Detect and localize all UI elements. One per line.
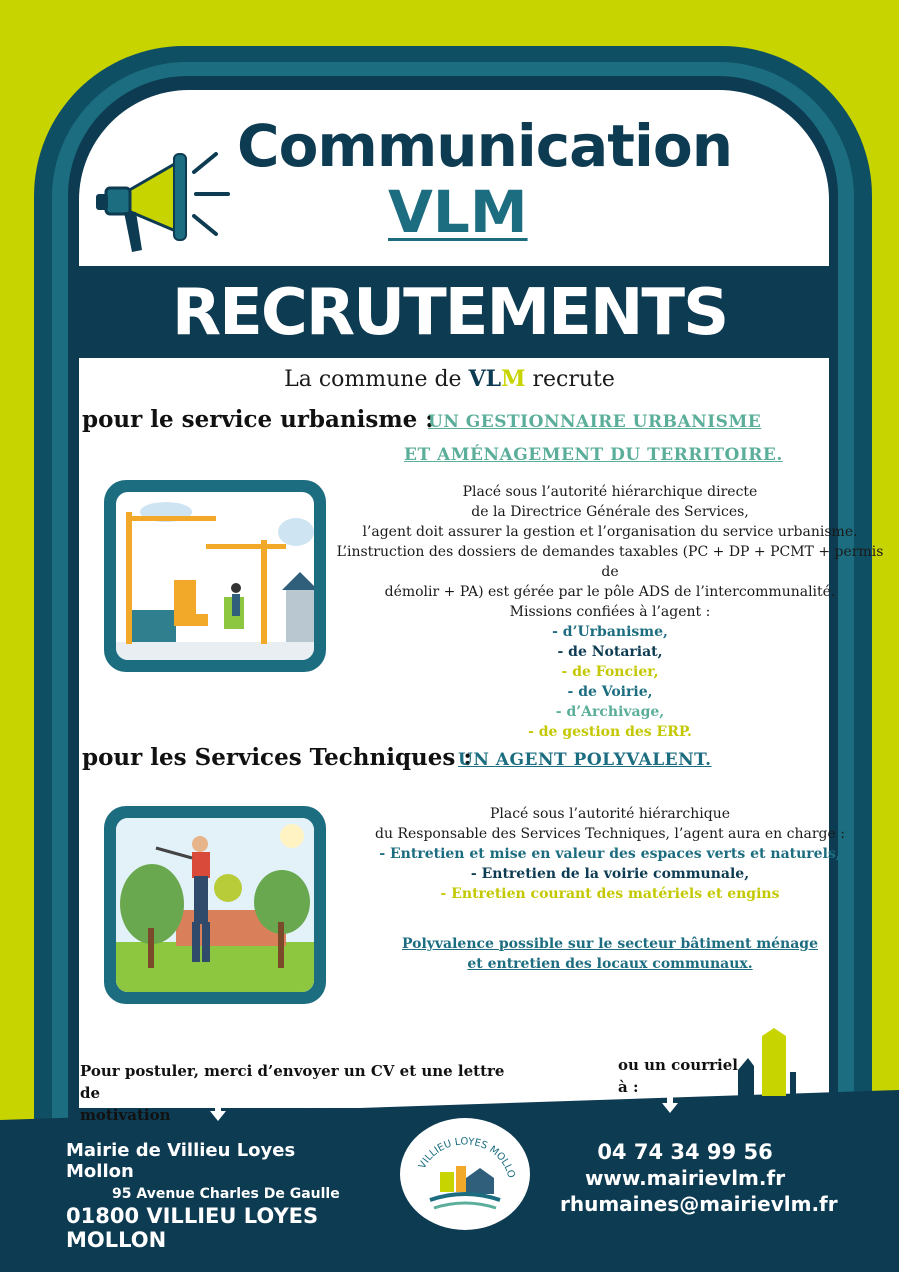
apply-line: ou un courriel <box>618 1056 738 1074</box>
address-block <box>66 1140 366 1252</box>
urbanisme-desc-line: l’agent doit assurer la gestion et l’organisation du service urbanisme. <box>362 524 858 540</box>
urbanisme-heading: pour le service urbanisme : <box>82 406 434 433</box>
email-instructions <box>618 1054 748 1098</box>
polyvalence-note <box>330 934 890 974</box>
techniques-image-frame <box>104 806 326 1004</box>
mission-item: - de gestion des ERP. <box>528 724 692 740</box>
task-item: - Entretien courant des matériels et engins <box>440 886 780 902</box>
techniques-heading: pour les Services Techniques : <box>82 744 472 771</box>
intro-vl: VL <box>468 366 502 392</box>
techniques-job: UN AGENT POLYVALENT. <box>458 750 712 770</box>
urbanisme-job-line2: ET AMÉNAGEMENT DU TERRITOIRE. <box>404 445 783 465</box>
construction-illustration <box>116 492 314 660</box>
arrow-down-icon <box>660 1092 680 1114</box>
website-link[interactable]: www.mairievlm.fr <box>584 1166 786 1190</box>
urbanisme-desc-line: Placé sous l’autorité hiérarchique directe <box>462 484 758 500</box>
city-address: 01800 VILLIEU LOYES MOLLON <box>66 1204 319 1252</box>
urbanisme-description <box>330 482 890 742</box>
org-name: Mairie de Villieu Loyes Mollon <box>66 1140 296 1182</box>
urbanisme-desc-line: L’instruction des dossiers de demandes taxables (PC + DP + PCMT + permis de <box>336 544 884 580</box>
gardener-illustration <box>116 818 314 992</box>
megaphone-icon <box>96 140 236 260</box>
intro-line <box>0 366 899 392</box>
mission-item: - de Notariat, <box>557 644 663 660</box>
urbanisme-desc-line: de la Directrice Générale des Services, <box>471 504 749 520</box>
urbanisme-desc-line: Missions confiées à l’agent : <box>509 604 711 620</box>
mairie-logo <box>400 1118 530 1230</box>
apply-line: à : <box>618 1078 639 1096</box>
task-item: - Entretien de la voirie communale, <box>470 866 750 882</box>
arrow-down-icon <box>208 1100 228 1122</box>
email-link[interactable]: rhumaines@mairievlm.fr <box>560 1192 838 1216</box>
mission-item: - d’Urbanisme, <box>552 624 668 640</box>
street-address: 95 Avenue Charles De Gaulle <box>112 1186 340 1202</box>
mission-item: - de Foncier, <box>561 664 659 680</box>
intro-prefix: La commune de <box>284 367 469 392</box>
apply-line: motivation <box>80 1106 171 1124</box>
urbanisme-image-frame <box>104 480 326 672</box>
techniques-desc-line: Placé sous l’autorité hiérarchique <box>489 806 731 822</box>
banner-recrutements: RECRUTEMENTS <box>171 276 728 350</box>
intro-suffix: recrute <box>525 367 615 392</box>
apply-line: Pour postuler, merci d’envoyer un CV et une lettre de <box>80 1062 505 1102</box>
logo-text: VILLIEU LOYES MOLLO <box>417 1136 517 1180</box>
contact-block <box>560 1140 838 1216</box>
title-communication: Communication <box>237 112 733 180</box>
title-vlm: VLM <box>388 178 528 246</box>
intro-m: M <box>501 366 526 392</box>
apply-instructions <box>80 1060 510 1126</box>
poly-line: Polyvalence possible sur le secteur bâtiment ménage <box>401 936 819 952</box>
urbanisme-job-line1: UN GESTIONNAIRE URBANISME <box>428 412 762 432</box>
techniques-description <box>330 804 890 904</box>
techniques-desc-line: du Responsable des Services Techniques, l’agent aura en charge : <box>375 826 845 842</box>
urbanisme-desc-line: démolir + PA) est gérée par le pôle ADS de l’intercommunalité. <box>384 584 836 600</box>
mission-item: - d’Archivage, <box>555 704 665 720</box>
mission-item: - de Voirie, <box>567 684 653 700</box>
phone-number[interactable]: 04 74 34 99 56 <box>597 1140 773 1164</box>
task-item: - Entretien et mise en valeur des espaces verts et naturels, <box>379 846 841 862</box>
poly-line: et entretien des locaux communaux. <box>467 956 753 972</box>
